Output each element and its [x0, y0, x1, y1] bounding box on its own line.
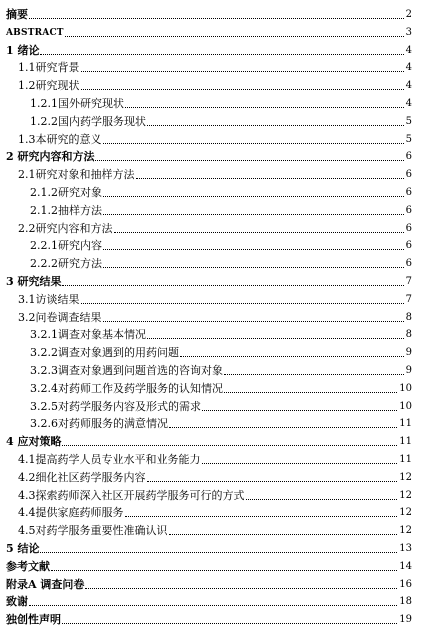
toc-entry-page-number: 2	[405, 9, 412, 20]
toc-entry[interactable]	[18, 164, 412, 182]
toc-entry[interactable]	[30, 200, 412, 218]
toc-entry-title: 1.2.1国外研究现状	[30, 97, 124, 110]
toc-entry[interactable]	[6, 271, 412, 289]
dot-leader	[103, 214, 404, 215]
toc-entry-title: 3.1访谈结果	[18, 292, 80, 306]
dot-leader	[147, 125, 404, 126]
toc-entry[interactable]	[30, 413, 412, 431]
toc-entry[interactable]	[18, 520, 412, 538]
toc-entry-page-number: 6	[405, 240, 412, 252]
toc-entry[interactable]	[30, 253, 412, 271]
toc-entry-title: 2.2研究内容和方法	[18, 221, 113, 235]
toc-entry[interactable]	[18, 307, 412, 325]
toc-entry-title: 1.3本研究的意义	[18, 132, 102, 146]
toc-entry-title: ABSTRACT	[6, 27, 64, 38]
dot-leader	[202, 410, 397, 411]
toc-entry-page-number: 9	[405, 365, 412, 376]
toc-entry-page-number: 8	[405, 329, 412, 341]
toc-entry-title: 1 绪论	[6, 43, 40, 57]
dot-leader	[65, 36, 404, 37]
toc-entry[interactable]	[6, 556, 412, 574]
toc-entry-page-number: 8	[405, 311, 412, 323]
toc-entry-title: 3.2问卷调查结果	[18, 310, 102, 324]
toc-entry-title: 2 研究内容和方法	[6, 150, 95, 164]
toc-entry[interactable]	[30, 396, 412, 414]
dot-leader	[51, 570, 397, 571]
toc-entry-page-number: 7	[405, 293, 412, 305]
dot-leader	[180, 356, 404, 357]
toc-entry-title: 3 研究结果	[6, 275, 62, 288]
dot-leader	[147, 338, 404, 339]
toc-entry[interactable]	[6, 538, 412, 556]
dot-leader	[246, 499, 398, 500]
toc-entry[interactable]	[30, 378, 412, 396]
dot-leader	[81, 89, 404, 90]
dot-leader	[114, 232, 404, 233]
toc-entry-page-number: 4	[405, 44, 412, 56]
toc-entry-title: 致谢	[6, 595, 28, 609]
dot-leader	[29, 605, 397, 606]
toc-entry[interactable]	[6, 591, 412, 609]
toc-entry-page-number: 9	[405, 347, 412, 359]
toc-entry[interactable]	[18, 57, 412, 75]
toc-entry-page-number: 12	[399, 507, 412, 519]
toc-entry[interactable]	[6, 4, 412, 22]
dot-leader	[224, 392, 397, 393]
toc-entry-title: 2.1研究对象和抽样方法	[18, 168, 135, 182]
dot-leader	[29, 18, 404, 19]
toc-entry[interactable]	[18, 502, 412, 520]
dot-leader	[81, 303, 404, 304]
toc-entry-page-number: 10	[399, 382, 412, 394]
dot-leader	[125, 107, 404, 108]
toc-entry-title: 4.2细化社区药学服务内容	[18, 470, 146, 484]
toc-entry-title: 3.2.4对药师工作及药学服务的认知情况	[30, 381, 223, 395]
toc-entry-title: 2.1.2抽样方法	[30, 203, 102, 217]
toc-entry-page-number: 11	[399, 454, 412, 465]
dot-leader	[62, 623, 397, 624]
toc-entry[interactable]	[18, 485, 412, 503]
toc-entry[interactable]	[6, 22, 412, 40]
toc-entry[interactable]	[30, 324, 412, 342]
toc-entry[interactable]	[18, 449, 412, 467]
dot-leader	[125, 516, 398, 517]
toc-entry-page-number: 12	[399, 471, 412, 483]
dot-leader	[136, 178, 404, 179]
toc-entry-page-number: 12	[399, 489, 412, 501]
toc-entry-page-number: 18	[399, 596, 412, 608]
toc-entry-page-number: 11	[399, 418, 412, 430]
toc-entry-title: 4.4提供家庭药师服务	[18, 506, 124, 520]
toc-entry-title: 附录A 调查问卷	[6, 577, 85, 591]
toc-entry-page-number: 4	[405, 62, 412, 74]
toc-entry-title: 摘要	[6, 8, 28, 21]
toc-entry[interactable]	[6, 574, 412, 592]
toc-entry-page-number: 5	[405, 133, 412, 145]
toc-entry-page-number: 13	[399, 543, 412, 554]
toc-entry[interactable]	[18, 75, 412, 93]
dot-leader	[103, 321, 404, 322]
toc-entry-page-number: 4	[405, 80, 412, 92]
dot-leader	[103, 249, 404, 250]
dot-leader	[169, 427, 397, 428]
dot-leader	[224, 374, 404, 375]
toc-entry[interactable]	[18, 218, 412, 236]
toc-entry-title: 2.2.1研究内容	[30, 239, 102, 253]
toc-entry[interactable]	[18, 129, 412, 147]
toc-entry[interactable]	[30, 342, 412, 360]
toc-entry-page-number: 19	[399, 614, 412, 626]
toc-entry[interactable]	[18, 289, 412, 307]
toc-entry-title: 参考文献	[6, 559, 50, 573]
dot-leader	[103, 267, 404, 268]
toc-entry-title: 4 应对策略	[6, 435, 62, 449]
toc-entry-title: 独创性声明	[6, 613, 61, 627]
toc-entry-page-number: 6	[405, 222, 412, 234]
toc-entry-title: 4.1提高药学人员专业水平和业务能力	[18, 453, 201, 466]
dot-leader	[85, 588, 397, 589]
toc-entry-title: 3.2.2调查对象遇到的用药问题	[30, 346, 179, 360]
dot-leader	[147, 481, 398, 482]
dot-leader	[40, 552, 397, 553]
toc-entry[interactable]	[30, 111, 412, 129]
toc-entry-title: 3.2.6对药师服务的满意情况	[30, 417, 168, 431]
toc-entry-title: 5 结论	[6, 542, 40, 555]
toc-entry-page-number: 6	[405, 204, 412, 216]
toc-entry-page-number: 3	[405, 26, 412, 38]
toc-entry-page-number: 4	[405, 98, 412, 109]
toc-entry[interactable]	[18, 467, 412, 485]
toc-entry[interactable]	[30, 235, 412, 253]
toc-entry[interactable]	[6, 40, 412, 58]
toc-entry-title: 3.2.1调查对象基本情况	[30, 328, 146, 342]
dot-leader	[62, 285, 403, 286]
dot-leader	[95, 160, 403, 161]
toc-entry-page-number: 10	[399, 400, 412, 412]
dot-leader	[40, 54, 403, 55]
toc-entry-page-number: 16	[399, 578, 412, 590]
toc-entry-page-number: 7	[405, 276, 412, 287]
toc-entry-page-number: 11	[399, 436, 412, 448]
toc-entry[interactable]	[6, 146, 412, 164]
dot-leader	[103, 196, 404, 197]
toc-entry[interactable]	[6, 431, 412, 449]
toc-entry-page-number: 6	[405, 151, 412, 163]
toc-entry[interactable]	[30, 182, 412, 200]
toc-entry-title: 2.2.2研究方法	[30, 257, 102, 271]
toc-entry-title: 1.2研究现状	[18, 79, 80, 93]
toc-entry-page-number: 5	[405, 115, 412, 127]
toc-entry-page-number: 14	[399, 560, 412, 572]
toc-entry-title: 3.2.5对药学服务内容及形式的需求	[30, 399, 201, 413]
toc-entry-page-number: 6	[405, 258, 412, 270]
dot-leader	[103, 143, 404, 144]
dot-leader	[62, 445, 397, 446]
toc-entry-page-number: 12	[399, 525, 412, 537]
toc-entry-title: 1.1研究背景	[18, 61, 80, 75]
toc-entry-title: 1.2.2国内药学服务现状	[30, 114, 146, 128]
toc-entry-page-number: 6	[405, 169, 412, 181]
dot-leader	[169, 534, 398, 535]
toc-entry-title: 3.2.3调查对象遇到问题首选的咨询对象	[30, 364, 223, 377]
toc-entry-title: 4.5对药学服务重要性准确认识	[18, 524, 168, 538]
toc-entry[interactable]	[6, 609, 412, 627]
toc-entry-title: 2.1.2研究对象	[30, 186, 102, 199]
toc-entry-title: 4.3探索药师深入社区开展药学服务可行的方式	[18, 488, 245, 502]
toc-entry[interactable]	[30, 360, 412, 378]
dot-leader	[202, 463, 398, 464]
toc-entry[interactable]	[30, 93, 412, 111]
toc-entry-page-number: 6	[405, 187, 412, 198]
dot-leader	[81, 71, 404, 72]
